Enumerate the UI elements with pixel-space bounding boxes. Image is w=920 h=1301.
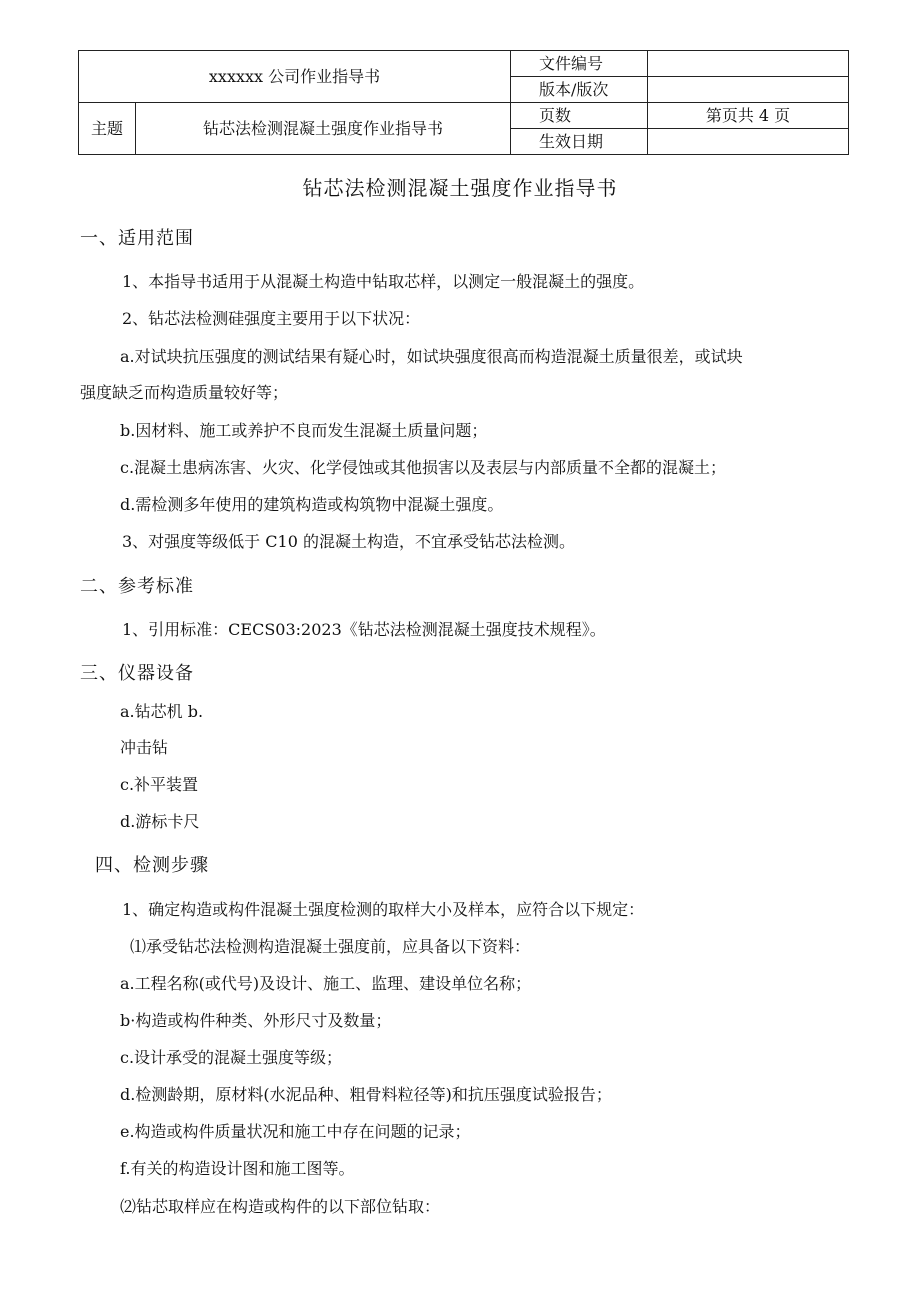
paragraph: 1、本指导书适用于从混凝土构造中钻取芯样，以测定一般混凝土的强度。 — [122, 272, 645, 291]
paragraph: 1、引用标准：CECS03:2023《钻芯法检测混凝土强度技术规程》。 — [122, 620, 606, 639]
paragraph: 2、钻芯法检测硅强度主要用于以下状况： — [122, 309, 421, 328]
list-item: b·构造或构件种类、外形尺寸及数量； — [120, 1011, 392, 1030]
header-table — [78, 50, 849, 155]
pages-value: 第页共 4 页 — [648, 103, 849, 129]
version-label: 版本/版次 — [511, 77, 648, 103]
subject-label: 主题 — [79, 103, 136, 155]
paragraph: 3、对强度等级低于 C10 的混凝土构造，不宜承受钻芯法检测。 — [122, 532, 575, 551]
list-item: b.因材料、施工或养护不良而发生混凝土质量问题； — [120, 421, 488, 440]
list-item: c.补平装置 — [120, 775, 199, 794]
document-title: 钻芯法检测混凝土强度作业指导书 — [302, 176, 618, 200]
list-item: d.需检测多年使用的建筑构造或构筑物中混凝土强度。 — [120, 495, 504, 514]
list-item: 冲击钻 — [120, 738, 169, 757]
list-item: e.构造或构件质量状况和施工中存在问题的记录； — [120, 1122, 471, 1141]
paragraph: 1、确定构造或构件混凝土强度检测的取样大小及样本，应符合以下规定： — [122, 900, 645, 919]
paragraph: ⑴承受钻芯法检测构造混凝土强度前，应具备以下资料： — [130, 937, 531, 956]
list-item: d.检测龄期，原材料(水泥品种、粗骨料粒径等)和抗压强度试验报告； — [120, 1085, 612, 1104]
list-item-continued: 强度缺乏而构造质量较好等； — [80, 383, 289, 402]
pages-label: 页数 — [511, 103, 648, 129]
paragraph: ⑵钻芯取样应在构造或构件的以下部位钻取： — [120, 1197, 441, 1216]
list-item: a.工程名称(或代号)及设计、施工、监理、建设单位名称； — [120, 974, 532, 993]
section-heading-procedure: 四、检测步骤 — [95, 855, 209, 876]
list-item: c.设计承受的混凝土强度等级； — [120, 1048, 343, 1067]
list-item: c.混凝土患病冻害、火灾、化学侵蚀或其他损害以及表层与内部质量不全都的混凝土； — [120, 458, 727, 477]
list-item: f.有关的构造设计图和施工图等。 — [120, 1159, 355, 1178]
section-heading-equipment: 三、仪器设备 — [80, 663, 194, 684]
section-heading-standards: 二、参考标准 — [80, 576, 194, 597]
subject-value: 钻芯法检测混凝土强度作业指导书 — [136, 103, 511, 155]
list-item: a.对试块抗压强度的测试结果有疑心时，如试块强度很高而构造混凝土质量很差，或试块 — [120, 347, 743, 366]
effective-date-label: 生效日期 — [511, 129, 648, 155]
version-value — [648, 77, 849, 103]
company-title: xxxxxx 公司作业指导书 — [79, 51, 511, 103]
section-heading-scope: 一、适用范围 — [80, 228, 194, 249]
list-item: a.钻芯机 b. — [120, 702, 204, 721]
doc-no-label: 文件编号 — [511, 51, 648, 77]
effective-date-value — [648, 129, 849, 155]
list-item: d.游标卡尺 — [120, 812, 200, 831]
doc-no-value — [648, 51, 849, 77]
